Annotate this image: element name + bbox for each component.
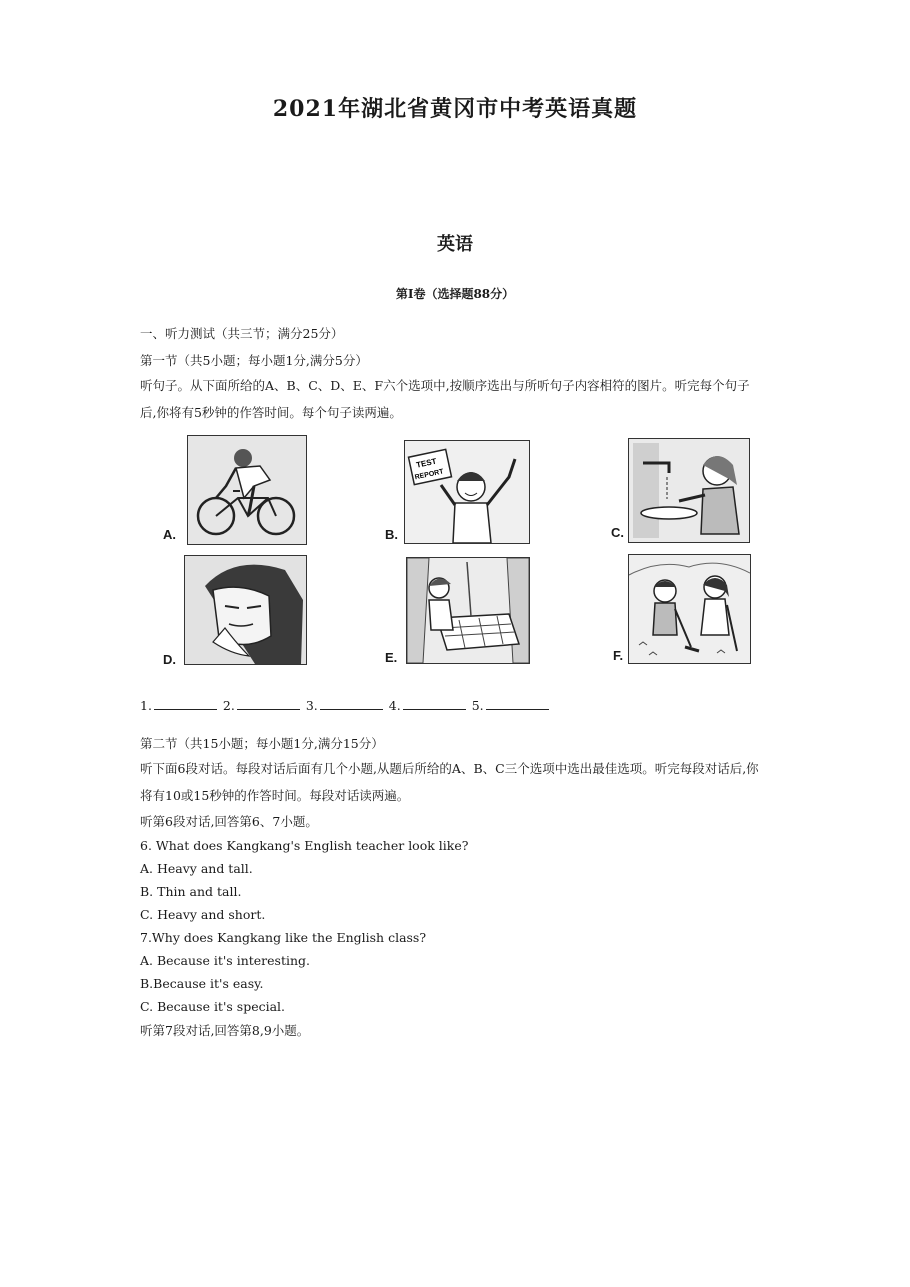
section1-heading: 第一节（共5小题；每小题1分,满分5分） [140, 353, 368, 368]
picture-f [628, 554, 751, 664]
answer-blank-5[interactable] [486, 697, 549, 710]
question-7-option-b[interactable]: B.Because it's easy. [140, 976, 264, 991]
picture-b [404, 440, 530, 544]
cyclist-icon [188, 436, 306, 544]
answer-blank-3[interactable] [320, 697, 383, 710]
girl-washing-hands-icon [629, 439, 749, 542]
picture-label-e: E. [385, 650, 398, 665]
picture-label-d: D. [163, 652, 176, 667]
question-7-option-c[interactable]: C. Because it's special. [140, 999, 286, 1014]
picture-label-a: A. [163, 527, 176, 542]
picture-label-f: F. [613, 648, 624, 663]
picture-d [184, 555, 307, 665]
blank-label-2: 2. [222, 698, 235, 713]
answer-blank-4[interactable] [403, 697, 466, 710]
question-6-option-b[interactable]: B. Thin and tall. [140, 884, 242, 899]
picture-c [628, 438, 750, 543]
section2-heading: 第二节（共15小题；每小题1分,满分15分） [140, 736, 384, 751]
kids-sweeping-leaves-icon [629, 555, 750, 663]
blank-label-1: 1. [140, 698, 152, 713]
listening-heading: 一、听力测试（共三节；满分25分） [140, 326, 344, 341]
svg-text:REPORT: REPORT [414, 468, 445, 482]
picture-e [406, 557, 530, 664]
old-poet-portrait-icon [185, 556, 306, 664]
answer-blanks [140, 697, 551, 713]
woman-making-bed-icon [407, 558, 529, 663]
question-7-option-a[interactable]: A. Because it's interesting. [140, 953, 310, 968]
picture-a [187, 435, 307, 545]
answer-blank-1[interactable] [154, 697, 217, 710]
question-6-option-c[interactable]: C. Heavy and short. [140, 907, 266, 922]
answer-blank-2[interactable] [237, 697, 300, 710]
blank-label-3: 3. [305, 698, 318, 713]
document-title: 2021年湖北省黄冈市中考英语真题 [272, 96, 638, 122]
question-7: 7.Why does Kangkang like the English class? [140, 930, 427, 945]
blank-label-4: 4. [388, 698, 401, 713]
section1-instructions: 听句子。从下面所给的A、B、C、D、E、F六个选项中,按顺序选出与所听句子内容相符的图片。听完每个句子后,你将有5秒钟的作答时间。每个句子读两遍。 [140, 378, 750, 420]
volume-heading: 第Ⅰ卷（选择题88分） [395, 287, 515, 301]
svg-text:TEST: TEST [415, 456, 438, 470]
picture-label-c: C. [611, 525, 624, 540]
subject-heading: 英语 [437, 234, 473, 255]
question-6-option-a[interactable]: A. Heavy and tall. [140, 861, 253, 876]
test-report-boy-icon [405, 441, 529, 543]
picture-label-b: B. [385, 527, 398, 542]
dialog6-intro: 听第6段对话,回答第6、7小题。 [140, 814, 318, 829]
blank-label-5: 5. [471, 698, 484, 713]
question-6: 6. What does Kangkang's English teacher look like? [140, 838, 469, 853]
dialog7-intro: 听第7段对话,回答第8,9小题。 [140, 1023, 310, 1038]
section2-instructions: 听下面6段对话。每段对话后面有几个小题,从题后所给的A、B、C三个选项中选出最佳选项。听完每段对话后,你将有10或15秒钟的作答时间。每段对话读两遍。 [140, 761, 759, 803]
